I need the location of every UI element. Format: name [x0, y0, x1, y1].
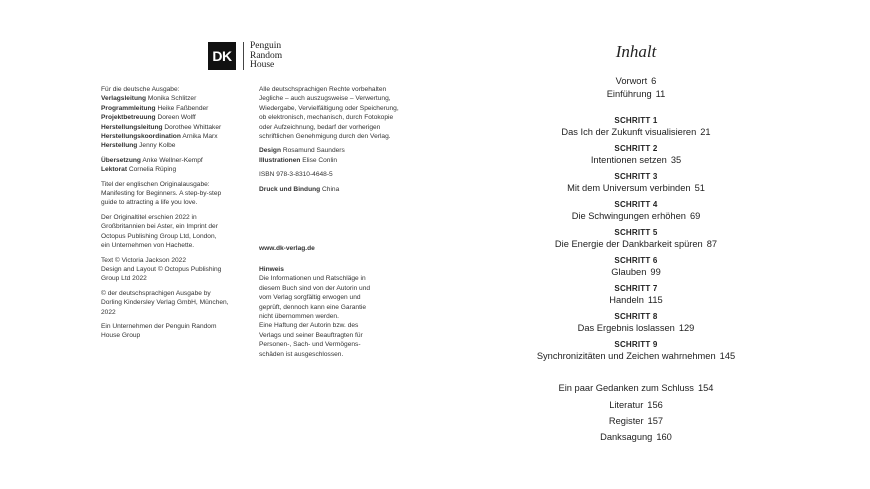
copyright-german: © der deutschsprachigen Ausgabe by Dorling Kindersley Verlag GmbH, München, 2022: [101, 289, 229, 316]
toc-step-label: SCHRITT 8: [614, 312, 658, 321]
publisher-name: Penguin Random House: [250, 41, 283, 70]
toc-entry: Synchronizitäten und Zeichen wahrnehmen 145: [536, 351, 736, 361]
toc-step-label: SCHRITT 4: [614, 200, 658, 209]
copyright-original: Text © Victoria Jackson 2022 Design and Layout © Octopus Publishing Group Ltd 2022: [101, 256, 222, 283]
toc-step-label: SCHRITT 5: [614, 228, 658, 237]
design-credits: Design Rosamund Saunders Illustrationen Elise Conlin: [259, 147, 345, 164]
toc-title: Inhalt: [615, 42, 657, 61]
disclaimer-title: Hinweis: [259, 266, 284, 273]
toc-entry: Das Ich der Zukunft visualisieren 21: [561, 127, 711, 137]
toc-entry: Register 157: [608, 416, 664, 426]
toc-entry: Mit dem Universum verbinden 51: [567, 183, 705, 193]
toc-entry: Die Schwingungen erhöhen 69: [571, 211, 701, 221]
group-note: Ein Unternehmen der Penguin Random House Group: [101, 322, 217, 340]
toc-step-label: SCHRITT 6: [614, 256, 658, 265]
imprint-left-column: [101, 85, 251, 346]
original-title: Titel der englischen Originalausgabe: Manifesting for Beginners. A step-by-step guide to attracting a life you love.: [101, 180, 222, 207]
imprint-middle-column: [259, 85, 419, 199]
toc-step-label: SCHRITT 9: [614, 340, 658, 349]
isbn: ISBN 978-3-8310-4648-5: [259, 171, 333, 179]
credit-line: Verlagsleitung Monika Schlitzer: [101, 95, 197, 103]
toc-entry: Handeln 115: [609, 295, 663, 305]
dk-logo-mark: DK: [208, 42, 236, 70]
toc-step-label: SCHRITT 7: [614, 284, 658, 293]
toc-entry: Glauben 99: [611, 267, 661, 277]
toc-entry: Einführung 11: [606, 89, 666, 99]
toc-entry: Intentionen setzen 35: [590, 155, 682, 165]
credit-line: Herstellung Jenny Kolbe: [101, 142, 176, 150]
print-credit: Druck und Bindung China: [259, 185, 340, 193]
credit-line: Programmleitung Heike Faßbender: [101, 104, 209, 112]
toc-step-label: SCHRITT 1: [614, 116, 658, 125]
toc-entry: Danksagung 160: [600, 432, 672, 442]
original-publication: Der Originaltitel erschien 2022 in Großbritannien bei Aster, ein Imprint der Octopus Publishing Group Ltd, London, ein Unternehmen von Hachette.: [101, 213, 218, 250]
credit-line: Herstellungsleitung Dorothee Whittaker: [101, 123, 222, 131]
website: www.dk-verlag.de: [259, 245, 315, 252]
toc-entry: Ein paar Gedanken zum Schluss 154: [558, 383, 714, 393]
credit-line: Projektbetreuung Doreen Wolff: [101, 114, 196, 122]
publisher-logo: [208, 42, 282, 71]
toc-step-label: SCHRITT 2: [614, 144, 658, 153]
rights-notice: Alle deutschsprachigen Rechte vorbehalten Jegliche – auch auszugsweise – Verwertung, Wiedergabe, Vervielfältigung oder Speicherung, ob elektronisch, mechanisch, durch Fotokopie oder Aufzeichnung, bedarf der vorherigen schriftlichen Genehmigung durch den Verlag.: [259, 86, 399, 141]
toc-entry: Das Ergebnis loslassen 129: [577, 323, 695, 333]
german-edition-credits: Für die deutsche Ausgabe: Verlagsleitung Monika Schlitzer Programmleitung Heike Faßbender Projektbetreuung Doreen Wolff Herstellungsleitung Dorothee Whittaker Herstellungskoordination Arnika Marx Herstellung Jenny Kolbe: [101, 85, 251, 151]
logo-divider: [243, 42, 244, 70]
toc-entry: Vorwort 6: [615, 76, 657, 86]
toc-entry: Literatur 156: [609, 400, 663, 410]
translation-credits: Übersetzung Anke Wellner-Kempf Lektorat Cornelia Rüping: [101, 156, 203, 174]
toc-entry: Die Energie der Dankbarkeit spüren 87: [554, 239, 718, 249]
toc-step-label: SCHRITT 3: [614, 172, 658, 181]
credit-line: Herstellungskoordination Arnika Marx: [101, 133, 218, 141]
disclaimer: Hinweis Die Informationen und Ratschläge in diesem Buch sind von der Autorin und vom Verlag sorgfältig erwogen und geprüft, dennoch kann eine Garantie nicht übernommen werden. Eine Haftung der Autorin bzw. des Verlags und seiner Beauftragten für Personen-, Sach- und Vermögens- schäden ist ausgeschlossen.: [259, 266, 371, 358]
